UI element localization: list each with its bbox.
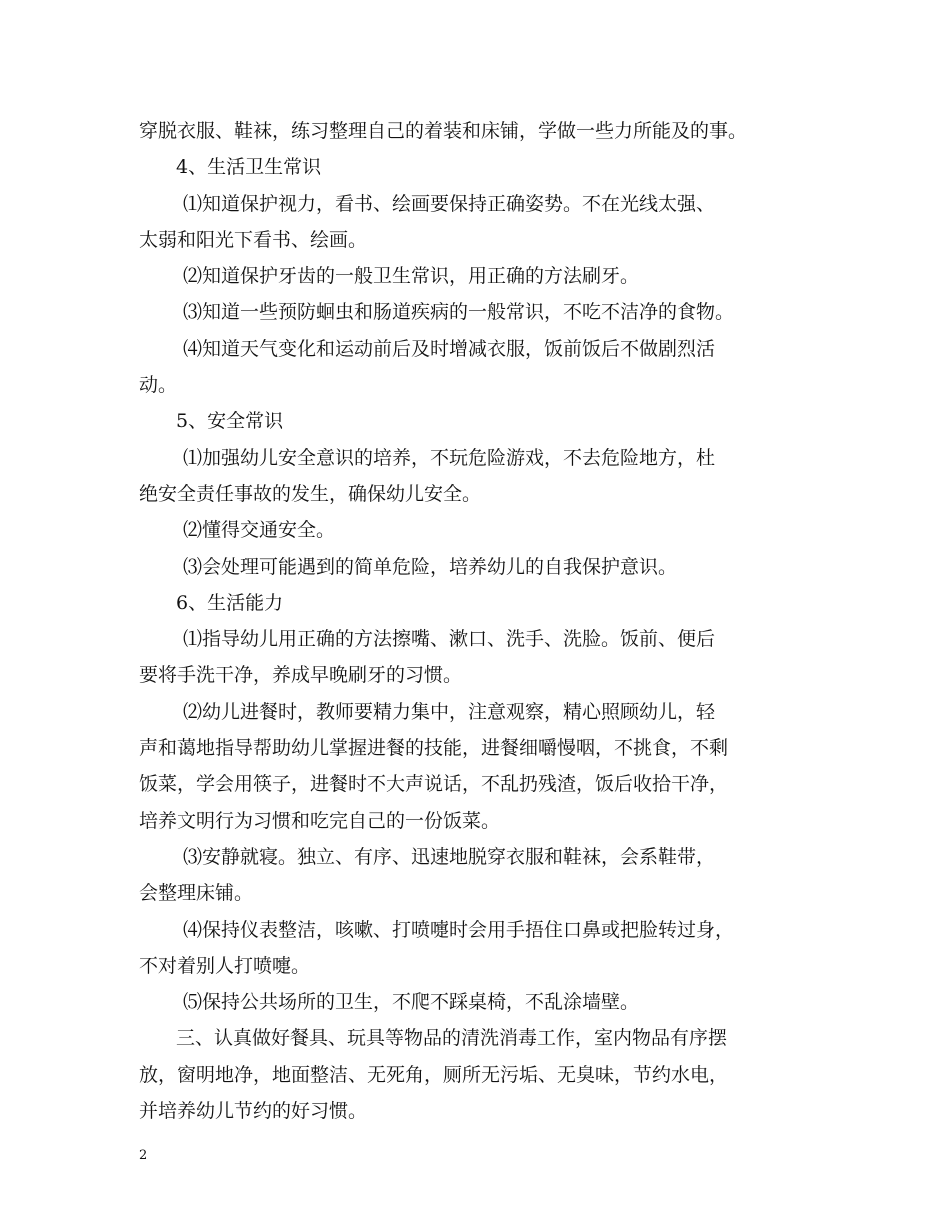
text-line: ⑴知道保护视力，看书、绘画要保持正确姿势。不在光线太强、 bbox=[183, 192, 716, 215]
section-heading: 6、生活能力 bbox=[176, 591, 284, 614]
body-text bbox=[139, 113, 829, 1129]
text-line: 培养文明行为习惯和吃完自己的一份饭菜。 bbox=[139, 809, 501, 832]
section-heading: 5、安全常识 bbox=[176, 410, 284, 433]
text-line: 动。 bbox=[139, 374, 178, 397]
text-line: ⑷知道天气变化和运动前后及时增减衣服，饭前饭后不做剧烈活 bbox=[183, 337, 716, 360]
text-line: ⑴指导幼儿用正确的方法擦嘴、漱口、洗手、洗脸。饭前、便后 bbox=[183, 628, 716, 651]
text-line: 太弱和阳光下看书、绘画。 bbox=[139, 228, 368, 251]
text-line: 声和蔼地指导帮助幼儿掌握进餐的技能，进餐细嚼慢咽，不挑食，不剩 bbox=[139, 737, 729, 760]
text-line: 放，窗明地净，地面整洁、无死角，厕所无污垢、无臭味，节约水电， bbox=[139, 1063, 729, 1086]
section-heading: 三、认真做好餐具、玩具等物品的清洗消毒工作，室内物品有序摆 bbox=[176, 1027, 728, 1050]
text-line: ⑵懂得交通安全。 bbox=[183, 519, 336, 542]
text-line: ⑷保持仪表整洁，咳嗽、打喷嚏时会用手捂住口鼻或把脸转过身， bbox=[183, 918, 735, 941]
page-number: 2 bbox=[139, 1148, 148, 1163]
text-line: ⑶安静就寝。独立、有序、迅速地脱穿衣服和鞋袜，会系鞋带， bbox=[183, 845, 716, 868]
text-line: ⑶会处理可能遇到的简单危险，培养幼儿的自我保护意识。 bbox=[183, 555, 678, 578]
text-line: 会整理床铺。 bbox=[139, 882, 254, 905]
text-line: ⑸保持公共场所的卫生，不爬不踩桌椅，不乱涂墙壁。 bbox=[183, 991, 640, 1014]
text-line: ⑶知道一些预防蛔虫和肠道疾病的一般常识，不吃不洁净的食物。 bbox=[183, 301, 735, 324]
text-line: ⑵幼儿进餐时，教师要精力集中，注意观察，精心照顾幼儿，轻 bbox=[183, 700, 716, 723]
text-line: 绝安全责任事故的发生，确保幼儿安全。 bbox=[139, 482, 482, 505]
text-line: ⑴加强幼儿安全意识的培养，不玩危险游戏，不去危险地方，杜 bbox=[183, 446, 716, 469]
text-line: 不对着别人打喷嚏。 bbox=[139, 954, 311, 977]
text-line: 饭菜，学会用筷子，进餐时不大声说话，不乱扔残渣，饭后收拾干净， bbox=[139, 773, 729, 796]
text-line: 穿脱衣服、鞋袜，练习整理自己的着装和床铺，学做一些力所能及的事。 bbox=[139, 120, 748, 142]
text-line: 要将手洗干净，养成早晚刷牙的习惯。 bbox=[139, 664, 463, 687]
text-line: 并培养幼儿节约的好习惯。 bbox=[139, 1100, 368, 1123]
section-heading: 4、生活卫生常识 bbox=[176, 156, 322, 179]
text-line: ⑵知道保护牙齿的一般卫生常识，用正确的方法刷牙。 bbox=[183, 265, 640, 288]
